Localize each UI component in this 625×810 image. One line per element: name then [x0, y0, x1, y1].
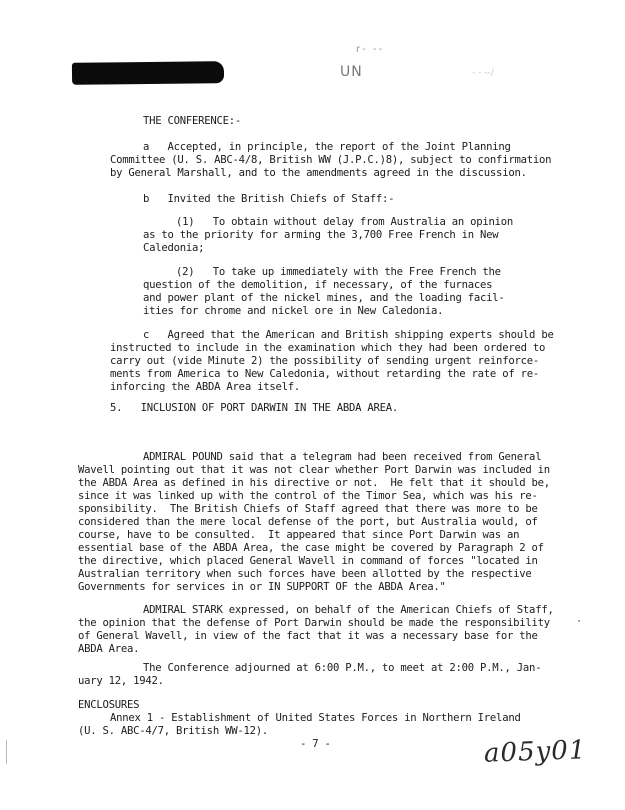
paragraph-line: the ABDA Area as defined in his directive or not. He felt that it should be,	[78, 477, 550, 489]
paragraph-line: ADMIRAL STARK expressed, on behalf of the American Chiefs of Staff,	[143, 604, 554, 616]
scan-speck	[578, 620, 580, 622]
paragraph-line: instructed to include in the examination which they had been ordered to	[110, 342, 546, 354]
paragraph-line: Australian territory when such forces have been allotted by the respective	[78, 568, 532, 580]
paragraph-line: since it was linked up with the control of the Timor Sea, which was his re-	[78, 490, 538, 502]
paragraph-line: Wavell pointing out that it was not clear whether Port Darwin was included in	[78, 464, 550, 476]
paragraph-line: by General Marshall, and to the amendments agreed in the discussion.	[110, 167, 527, 179]
paragraph-line: carry out (vide Minute 2) the possibility of sending urgent reinforce-	[110, 355, 539, 367]
redaction-block	[72, 61, 224, 85]
paragraph-line: (2) To take up immediately with the Free French the	[176, 266, 501, 278]
paragraph-line: essential base of the ABDA Area, the case might be covered by Paragraph 2 of	[78, 542, 544, 554]
paragraph-line: Governments for services in or IN SUPPORT OF the ABDA Area."	[78, 581, 446, 593]
paragraph-line: Committee (U. S. ABC-4/8, British WW (J.P.C.)8), subject to confirmation	[110, 154, 552, 166]
paragraph-line: sponsibility. The British Chiefs of Staff agreed that there was more to be	[78, 503, 538, 515]
section-heading: THE CONFERENCE:-	[143, 115, 242, 127]
paragraph-line: inforcing the ABDA Area itself.	[110, 381, 300, 393]
scan-edge-mark	[6, 740, 7, 764]
paragraph-line: ADMIRAL POUND said that a telegram had been received from General	[143, 451, 542, 463]
paragraph-line: a Accepted, in principle, the report of the Joint Planning	[143, 141, 511, 153]
enclosure-line: Annex 1 - Establishment of United States Forces in Northern Ireland	[110, 712, 521, 724]
paragraph-line: c Agreed that the American and British shipping experts should be	[143, 329, 554, 341]
enclosures-heading: ENCLOSURES	[78, 699, 140, 711]
paragraph-line: ABDA Area.	[78, 643, 140, 655]
paragraph-line: (1) To obtain without delay from Australia an opinion	[176, 216, 514, 228]
paragraph-line: course, have to be consulted. It appeared that since Port Darwin was an	[78, 529, 520, 541]
paragraph-line: ities for chrome and nickel ore in New Caledonia.	[143, 305, 444, 317]
paragraph-line: the opinion that the defense of Port Darwin should be made the responsibility	[78, 617, 550, 629]
paragraph-line: as to the priority for arming the 3,700 Free French in New	[143, 229, 499, 241]
handwritten-note: a05y01	[483, 735, 587, 769]
enclosure-line: (U. S. ABC-4/7, British WW-12).	[78, 725, 268, 737]
paragraph-line: b Invited the British Chiefs of Staff:-	[143, 193, 395, 205]
paragraph-line: of General Wavell, in view of the fact that it was a necessary base for the	[78, 630, 538, 642]
paragraph-line: The Conference adjourned at 6:00 P.M., to meet at 2:00 P.M., Jan-	[143, 662, 542, 674]
paragraph-line: Caledonia;	[143, 242, 205, 254]
faint-stamp: ‐ ‐ ‐‐/	[472, 68, 494, 78]
paragraph-line: and power plant of the nickel mines, and the loading facil-	[143, 292, 505, 304]
classification-stamp: UN	[340, 64, 363, 80]
page-number: - 7 -	[300, 738, 331, 750]
paragraph-line: the directive, which placed General Wavell in command of forces "located in	[78, 555, 538, 567]
paragraph-line: uary 12, 1942.	[78, 675, 164, 687]
stamp-mark: r‐ ‐‐	[356, 44, 385, 55]
paragraph-line: question of the demolition, if necessary, of the furnaces	[143, 279, 493, 291]
paragraph-line: ments from America to New Caledonia, without retarding the rate of re-	[110, 368, 539, 380]
section-heading: 5. INCLUSION OF PORT DARWIN IN THE ABDA AREA.	[110, 402, 399, 414]
paragraph-line: considered than the mere local defense of the port, but Australia would, of	[78, 516, 538, 528]
